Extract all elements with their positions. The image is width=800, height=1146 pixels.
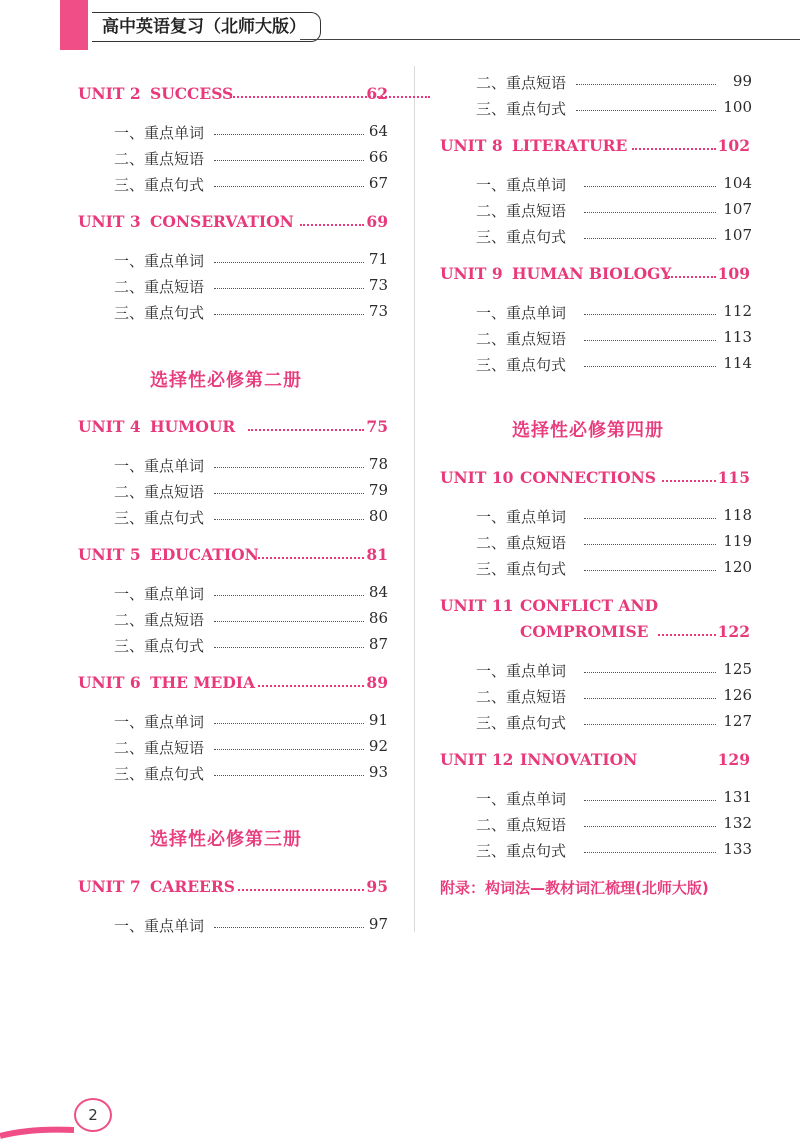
header-title: 高中英语复习（北师大版） <box>92 12 321 42</box>
section-title-book4: 选择性必修第四册 <box>512 420 664 441</box>
page-number: 2 <box>74 1098 112 1132</box>
toc-unit-11[interactable]: UNIT 11 CONFLICT AND COMPROMISE 122 <box>440 596 750 641</box>
header-accent-block <box>60 0 88 50</box>
footer-accent-wave <box>0 1110 74 1146</box>
section-title-book2: 选择性必修第二册 <box>150 370 302 391</box>
section-title-book3: 选择性必修第三册 <box>150 829 302 850</box>
page-header <box>0 0 800 46</box>
column-divider <box>414 66 415 932</box>
toc-appendix[interactable]: 附录：构词法—教材词汇梳理(北师大版) <box>440 879 709 897</box>
header-rule <box>300 39 800 40</box>
